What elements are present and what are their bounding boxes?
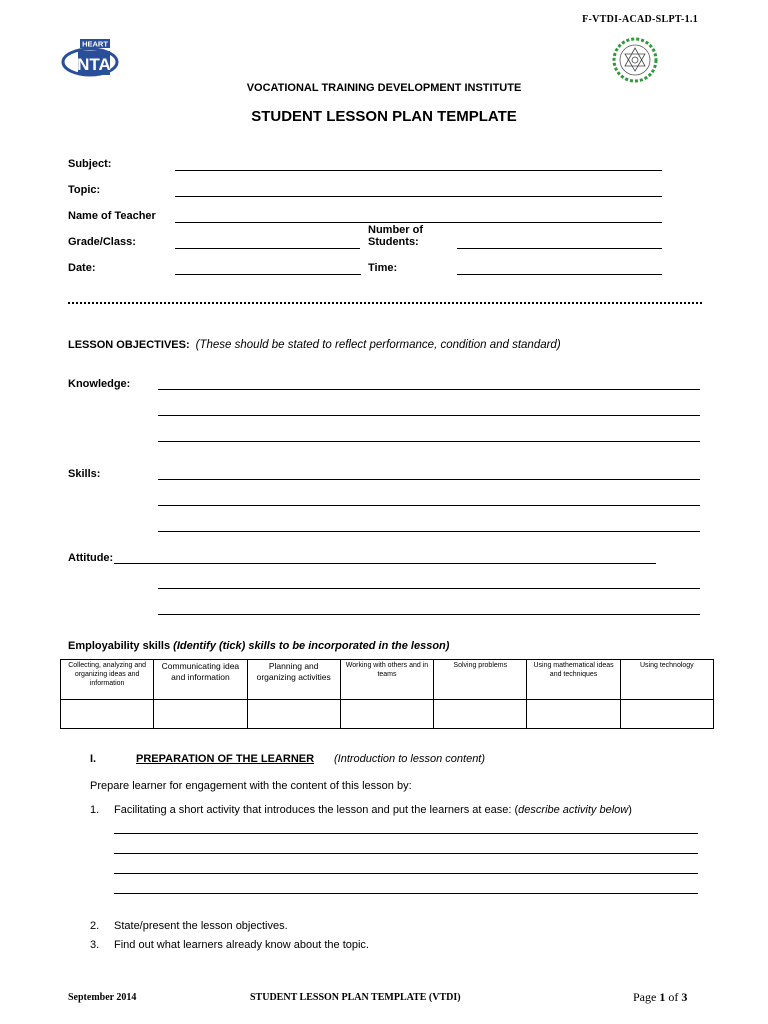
employability-note: (Identify (tick) skills to be incorporated in the lesson) bbox=[173, 640, 450, 652]
skill-header-solving: Solving problems bbox=[434, 660, 527, 700]
item-1-main: Facilitating a short activity that introduces the lesson and put the learners at ease: ( bbox=[114, 804, 519, 816]
time-label: Time: bbox=[368, 262, 398, 274]
grade-field[interactable] bbox=[175, 248, 360, 249]
number-of-students-label-line1: Number of bbox=[368, 224, 423, 236]
number-of-students-field[interactable] bbox=[457, 248, 662, 249]
employability-heading bbox=[68, 640, 449, 652]
page-indicator bbox=[633, 990, 687, 1005]
skills-line-3[interactable] bbox=[158, 531, 700, 532]
heart-nta-logo bbox=[60, 34, 120, 80]
skill-tick-collecting[interactable] bbox=[61, 700, 154, 729]
date-field[interactable] bbox=[175, 274, 361, 275]
page-total: 3 bbox=[681, 990, 688, 1004]
topic-field[interactable] bbox=[175, 196, 662, 197]
item-3-number: 3. bbox=[90, 939, 100, 951]
lesson-objectives-label: LESSON OBJECTIVES: bbox=[68, 339, 190, 351]
item-1-close: ) bbox=[628, 804, 632, 816]
skill-header-communicating: Communicating idea and information bbox=[154, 660, 247, 700]
organization-name: VOCATIONAL TRAINING DEVELOPMENT INSTITUTE bbox=[246, 82, 522, 94]
logo-text-bottom: NTA bbox=[77, 55, 111, 74]
page-word: Page bbox=[633, 990, 657, 1004]
skills-label: Skills: bbox=[68, 468, 101, 480]
skill-tick-planning[interactable] bbox=[247, 700, 340, 729]
document-code: F-VTDI-ACAD-SLPT-1.1 bbox=[582, 14, 698, 25]
item-3-text: Find out what learners already know about the topic. bbox=[114, 939, 369, 951]
subject-label: Subject: bbox=[68, 158, 112, 170]
knowledge-label: Knowledge: bbox=[68, 378, 131, 390]
item-2-number: 2. bbox=[90, 920, 100, 932]
footer-title: STUDENT LESSON PLAN TEMPLATE (VTDI) bbox=[250, 992, 461, 1003]
logo-text-top: HEART bbox=[82, 39, 108, 49]
number-of-students-label-line2: Students: bbox=[368, 236, 419, 248]
skill-header-working: Working with others and in teams bbox=[340, 660, 433, 700]
lesson-objectives-heading bbox=[68, 339, 561, 351]
skill-tick-solving[interactable] bbox=[434, 700, 527, 729]
dotted-divider bbox=[68, 302, 702, 304]
teacher-field[interactable] bbox=[175, 222, 662, 223]
skill-header-collecting: Collecting, analyzing and organizing ideas and information bbox=[61, 660, 154, 700]
topic-label: Topic: bbox=[68, 184, 101, 196]
activity-line-1[interactable] bbox=[114, 833, 698, 834]
page-number: 1 bbox=[659, 990, 666, 1004]
attitude-label: Attitude: bbox=[68, 552, 114, 564]
time-field[interactable] bbox=[457, 274, 662, 275]
document-title: STUDENT LESSON PLAN TEMPLATE bbox=[251, 108, 517, 125]
employability-label: Employability skills bbox=[68, 640, 171, 652]
section-number: I. bbox=[90, 753, 97, 765]
knowledge-line-3[interactable] bbox=[158, 441, 700, 442]
date-label: Date: bbox=[68, 262, 96, 274]
section-title: PREPARATION OF THE LEARNER bbox=[136, 753, 315, 765]
skill-header-planning: Planning and organizing activities bbox=[247, 660, 340, 700]
skill-tick-technology[interactable] bbox=[620, 700, 713, 729]
grade-label: Grade/Class: bbox=[68, 236, 136, 248]
item-1-italic: describe activity below bbox=[518, 804, 629, 816]
employability-skills-table bbox=[60, 659, 714, 729]
lesson-objectives-note: (These should be stated to reflect performance, condition and standard) bbox=[195, 339, 561, 351]
item-2-text: State/present the lesson objectives. bbox=[114, 920, 288, 932]
attitude-line-3[interactable] bbox=[158, 614, 700, 615]
activity-line-2[interactable] bbox=[114, 853, 698, 854]
activity-line-3[interactable] bbox=[114, 873, 698, 874]
skills-line-1[interactable] bbox=[158, 479, 700, 480]
teacher-label: Name of Teacher bbox=[68, 210, 156, 222]
knowledge-line-1[interactable] bbox=[158, 389, 700, 390]
section-note: (Introduction to lesson content) bbox=[334, 753, 486, 765]
section-intro: Prepare learner for engagement with the content of this lesson by: bbox=[90, 780, 412, 792]
skill-tick-working[interactable] bbox=[340, 700, 433, 729]
vtdi-seal-logo bbox=[608, 36, 662, 84]
skill-tick-math[interactable] bbox=[527, 700, 620, 729]
page-of: of bbox=[668, 990, 679, 1004]
skill-header-math: Using mathematical ideas and techniques bbox=[527, 660, 620, 700]
attitude-line-2[interactable] bbox=[158, 588, 700, 589]
knowledge-line-2[interactable] bbox=[158, 415, 700, 416]
skills-line-2[interactable] bbox=[158, 505, 700, 506]
skill-tick-communicating[interactable] bbox=[154, 700, 247, 729]
activity-line-4[interactable] bbox=[114, 893, 698, 894]
item-1-number: 1. bbox=[90, 804, 100, 816]
skill-header-technology: Using technology bbox=[620, 660, 713, 700]
subject-field[interactable] bbox=[175, 170, 662, 171]
item-1-text bbox=[114, 804, 632, 816]
attitude-line-1[interactable] bbox=[114, 563, 656, 564]
footer-date: September 2014 bbox=[68, 992, 137, 1003]
